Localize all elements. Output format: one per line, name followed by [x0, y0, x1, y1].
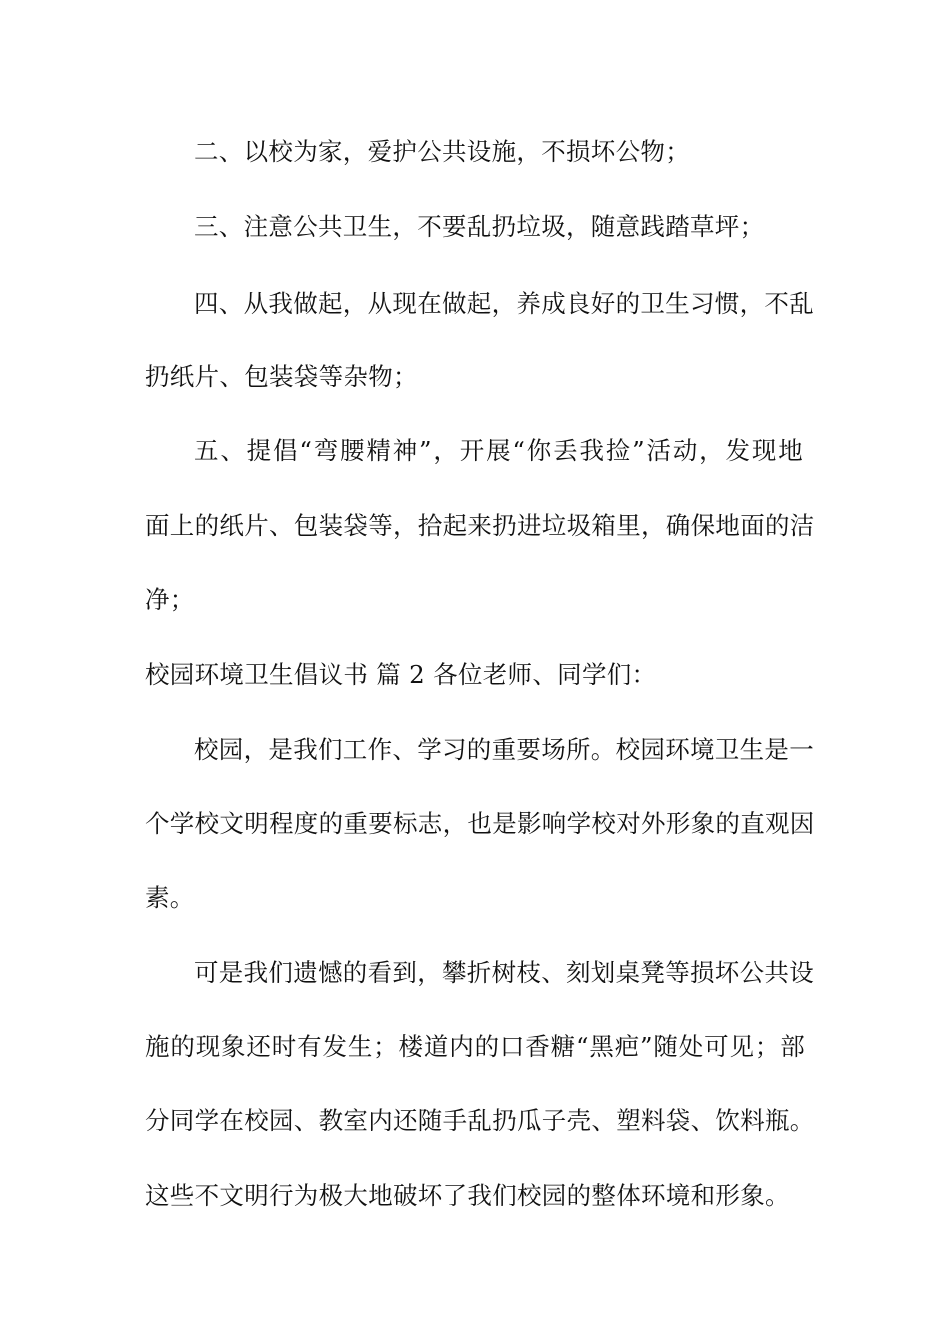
paragraph-line-12: 可是我们遗憾的看到，攀折树枝、刻划桌凳等损坏公共设 — [194, 958, 814, 987]
paragraph-line-6: 面上的纸片、包装袋等，拾起来扔进垃圾箱里，确保地面的洁 — [145, 511, 815, 540]
paragraph-line-9: 校园，是我们工作、学习的重要场所。校园环境卫生是一 — [194, 735, 814, 764]
paragraph-line-11: 素。 — [145, 883, 195, 912]
paragraph-line-5: 五、提倡“弯腰精神”，开展“你丢我捡”活动，发现地 — [194, 436, 803, 465]
paragraph-line-13: 施的现象还时有发生；楼道内的口香糖“黑疤”随处可见；部 — [145, 1032, 805, 1061]
paragraph-line-10: 个学校文明程度的重要标志，也是影响学校对外形象的直观因 — [145, 809, 815, 838]
paragraph-line-7: 净； — [145, 585, 195, 614]
paragraph-line-2: 三、注意公共卫生，不要乱扔垃圾，随意践踏草坪； — [194, 212, 765, 241]
paragraph-line-4: 扔纸片、包装袋等杂物； — [145, 362, 418, 391]
paragraph-line-3: 四、从我做起，从现在做起，养成良好的卫生习惯，不乱 — [194, 289, 814, 318]
paragraph-line-1: 二、以校为家，爱护公共设施，不损坏公物； — [194, 137, 690, 166]
section-heading: 校园环境卫生倡议书 篇 2 各位老师、同学们： — [145, 660, 657, 689]
paragraph-line-15: 这些不文明行为极大地破坏了我们校园的整体环境和形象。 — [145, 1181, 790, 1210]
paragraph-line-14: 分同学在校园、教室内还随手乱扔瓜子壳、塑料袋、饮料瓶。 — [145, 1106, 815, 1135]
